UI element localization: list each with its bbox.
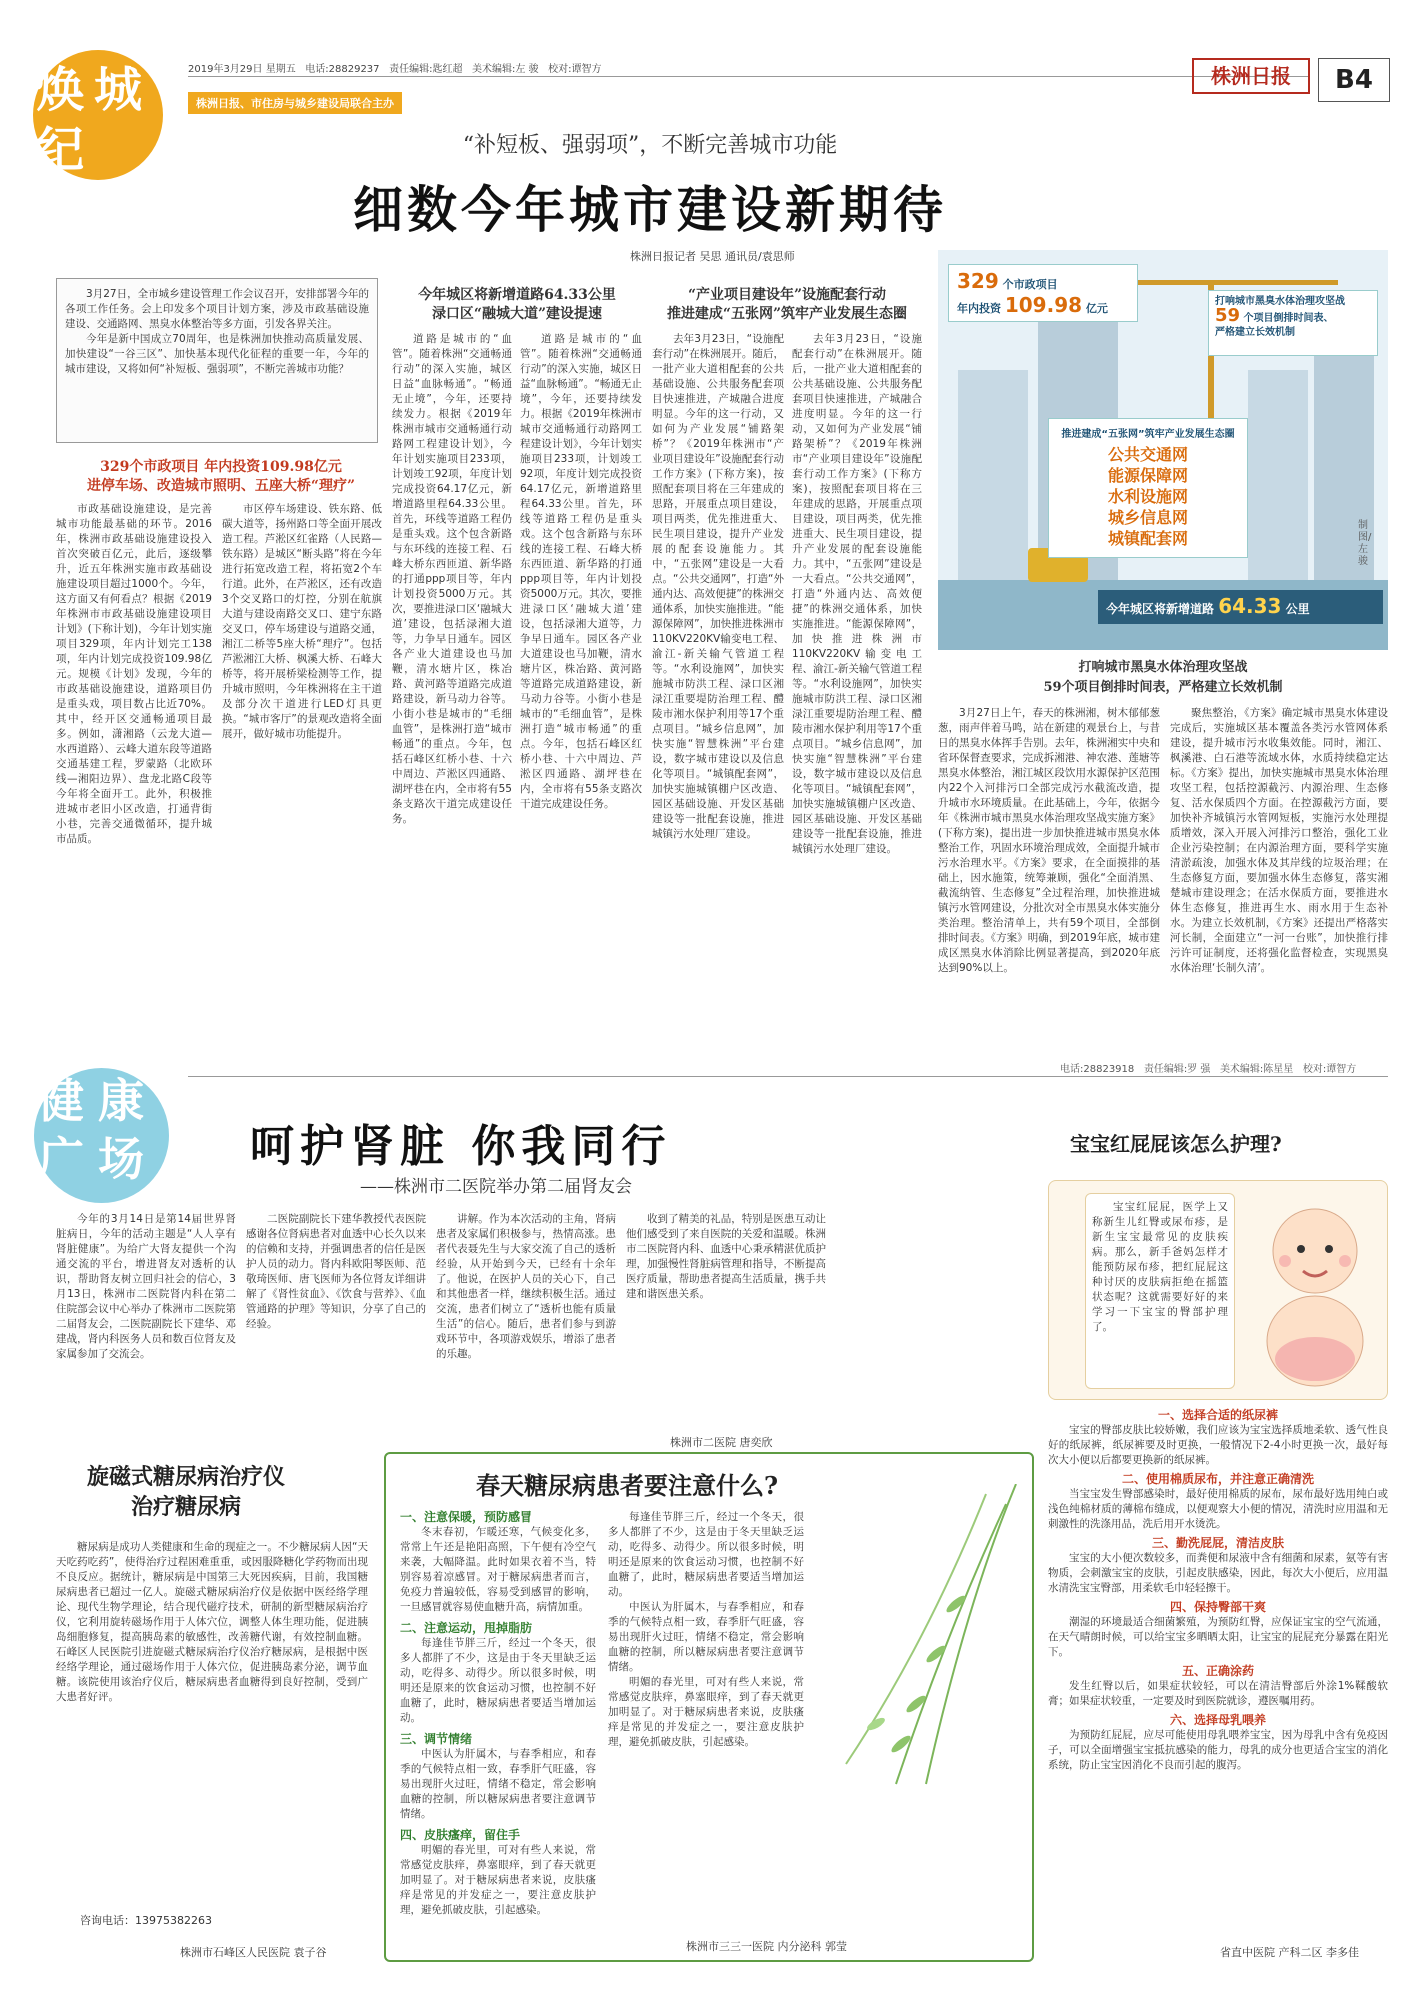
spring-col-2-text-3: 明媚的春光里，可对有些人来说，常常感觉皮肤痒，鼻塞眼痒，到了春天就更加明显了。对于糖尿病患者来说，皮肤瘙痒是常见的并发症之一，要注意皮肤护理，避免抓破皮肤，引起感染。 — [608, 1676, 804, 1748]
article-col-3 — [392, 332, 512, 1047]
intro-text: 3月27日，全市城乡建设管理工作会议召开，安排部署今年的各项工作任务。会上印发多个项目计划方案，涉及市政基础设施建设、交通路网、黑臭水体整治等多方面，引发各界关注。 — [65, 288, 369, 330]
header-proof: 校对:谭智方 — [548, 64, 602, 75]
baby-tip-4-head: 四、保持臀部干爽 — [1169, 1600, 1266, 1614]
info-card-329 — [948, 264, 1138, 322]
info-road-unit: 公里 — [1285, 602, 1310, 616]
article-col-2-text: 市区停车场建设、铁东路、低碳大道等，扬州路口等全面开展改造工程。芦淞区红雀路（人民路—铁东路）是城区“断头路”将在今年进行拓宽改造工程，将拓宽2个车行道。此外，在芦淞区，还有改造3个交叉路口的灯控，分别在航旗大道与建设南路交叉口、建宁东路交叉口，停车场建设与道路交通，湘江二桥等5座大桥“理疗”。包括芦淞湘江大桥、枫溪大桥、石峰大桥等，将开展桥梁检测等工作，提升城市照明，今年株洲将在主干道及部分次干道进行LED灯具更换。“城市客厅”的景观改造将全面展开，做好城市功能提升。 — [222, 503, 382, 740]
spring-item-1-head: 一、注意保暖，预防感冒 — [400, 1510, 533, 1524]
spring-box — [384, 1452, 1034, 1962]
section2-phone: 电话:28823918 — [1060, 1064, 1135, 1075]
spring-col-2-text-2: 中医认为肝属木，与春季相应，和春季的气候特点相一致，春季肝气旺盛，容易出现肝火过旺，情绪不稳定，常会影响血糖的控制，所以糖尿病患者要注意调节情绪。 — [608, 1601, 804, 1673]
intro-text-2: 今年是新中国成立70周年，也是株洲加快推动高质量发展、加快建设“一谷三区”、加快基本现代化征程的重要一年，今年的城市建设，又将如何“补短板、强弱项”，不断完善城市功能？ — [65, 333, 369, 375]
intro-box — [56, 278, 378, 443]
baby-tip-5-text: 发生红臀以后，如果症状较轻，可以在清洁臀部后外涂1%鞣酸软膏；如果症状较重，一定要及时到医院就诊，遵医嘱用药。 — [1048, 1680, 1388, 1707]
baby-intro-text: 宝宝红屁屁，医学上又称新生儿红臀或尿布疹，是新生宝宝最常见的皮肤疾病。那么，新手爸妈怎样才能预防尿布疹，把红屁屁这种讨厌的皮肤病拒绝在摇篮状态呢？这就需要好好的来学习一下宝宝的臀部护理了。 — [1092, 1201, 1228, 1333]
diab-text: 糖尿病是成功人类健康和生命的现症之一。不少糖尿病人因“天天吃药吃药”，使得治疗过程困难重重，或因服降糖化学药物而出现不良反应。据统计，糖尿病是中国第三大死因疾病，目前，我国糖尿病患者已超过一亿人。旋磁式糖尿病治疗仪是依据中医经络学理论、现代生物学理论，结合现代磁疗技术，研制的新型糖尿病治疗仪，它利用旋转磁场作用于人体穴位，调整人体生理功能，促进胰岛细胞修复，提高胰岛素的敏感性，改善糖代谢，有效控制血糖。石峰区人民医院引进旋磁式糖尿病治疗仪治疗糖尿病，是根据中医经络学理论，通过磁场作用于人体穴位，促进胰岛素分泌，调节血糖。该院使用该治疗仪后，糖尿病患者血糖得到良好控制，受到广大患者好评。 — [56, 1541, 368, 1703]
baby-sign: 省直中医院 产科二区 李多佳 — [1220, 1946, 1359, 1959]
subhead-roads-line1: 今年城区将新增道路64.33公里 — [418, 287, 616, 303]
kidney-subline: ——株洲市二医院举办第二届肾友会 — [360, 1177, 632, 1197]
kidney-headline: 呵护肾脏 你我同行 — [250, 1121, 672, 1172]
spring-item-2-head: 二、注意运动，甩掉脂肪 — [400, 1621, 533, 1635]
article-col-6-text: 聚焦整治，《方案》确定城市黑臭水体建设完成后，实施城区基本覆盖各类污水管网体系建设，提升城市污水收集效能。同时，湘江、枫溪港、白石港等流域水体，水质持续稳定达标。《方案》提出，加快实施城市黑臭水体治理攻坚工程，包括控源截污、内源治理、生态修复、活水保质四个方面。在控源截污方面，要加快补齐城镇污水管网短板，实施污水处理提质增效，深入开展入河排污口整治，强化工业企业污染控制；在内源治理方面，要科学实施清淤疏浚，加强水体及其岸线的垃圾治理；在生态修复方面，要加强水体生态修复，落实湘楚城市建设理念；在活水保质方面，要推进水体生态修复，推进再生水、雨水用于生态补水。为建立长效机制，《方案》还提出严格落实河长制，全面建立“一河一台账”，加快推行排污许可证制度，还将强化监督检查，实现黑臭水体治理‘长制久清’。 — [1170, 707, 1388, 974]
baby-tip-2-head: 二、使用棉质尿布，并注意正确清洗 — [1121, 1472, 1314, 1486]
spring-col-1 — [400, 1510, 596, 1950]
kidney-col-3 — [436, 1212, 616, 1452]
baby-illustration — [1245, 1191, 1385, 1396]
spring-title: 春天糖尿病患者要注意什么? — [476, 1471, 779, 1500]
subhead-roads — [392, 286, 642, 324]
spring-item-4-head: 四、皮肤瘙痒，留住手 — [400, 1828, 521, 1842]
article-col-1 — [56, 502, 212, 1047]
subhead-329 — [56, 458, 386, 496]
baby-intro-box — [1048, 1180, 1388, 1400]
baby-tip-5 — [1048, 1664, 1388, 1709]
baby-tip-6-head: 六、选择母乳喂养 — [1169, 1713, 1266, 1727]
health-title-char-4: 场 — [98, 1132, 144, 1186]
section-badge-health — [28, 1058, 178, 1208]
diab-title-2: 治疗糖尿病 — [130, 1494, 241, 1520]
subhead-industry-line1: “产业项目建设年”设施配套行动 — [687, 287, 887, 303]
caption-line1: 打响城市黑臭水体治理攻坚战 — [1078, 660, 1248, 675]
section-title-char-3: 纪 — [36, 122, 85, 178]
header-meta — [188, 60, 602, 75]
infographic-caption — [938, 658, 1388, 698]
baby-tip-3-text: 宝宝的大小便次数较多，而粪便和尿液中含有细菌和尿素，氨等有害物质，会刺激宝宝的皮肤，引起皮肤感染，因此，每次大小便后，应用温水清洗宝宝臀部，用柔软毛巾轻轻擦干。 — [1048, 1552, 1388, 1594]
kicker: “补短板、强弱项”，不断完善城市功能 — [462, 133, 838, 158]
section-title-char-1: 焕 — [36, 62, 85, 118]
info-nets-title: 推进建成“五张网”筑牢产业发展生态圈 — [1061, 429, 1235, 440]
kidney-col-2 — [246, 1212, 426, 1452]
section2-meta — [1060, 1060, 1356, 1075]
health-title-char-2: 康 — [98, 1074, 144, 1128]
baby-tips — [1048, 1408, 1388, 1938]
subhead-roads-line2: 渌口区“融城大道”建设提速 — [431, 306, 603, 322]
info-credit: 制图/左骏 — [1358, 520, 1372, 567]
article-col-4-text: 去年3月23日，“设施配套行动”在株洲展开。随后，一批产业大道相配套的公共基础设施、公共服务配套项目快速推进，产城融合进度明显。今年的这一行动，又如何为产业发展“铺路架桥”？《2019年株洲市“产业项目建设年”设施配套行动工作方案》(下称方案)，按照配套项目将在三年建成的思路，开展重点项目建设，项目两类，优先推进重大、民生项目建设，提升产业发展的配套设施能力。其中，“五张网”建设是一大看点。“公共交通网”，打造“外通内达、高效便捷”的株洲交通体系，加快实施推进。“能源保障网”，加快推进株洲市110KV220KV输变电工程、渝江-新关输气管道工程等。“水利设施网”，加快实施城市防洪工程、渌口区湘渌江重要堤防治理工程、醴陵市湘水保护利用等17个重点项目。“城乡信息网”，加快实施“智慧株洲”平台建设，数字城市建设以及信息化等项目。“城镇配套网”，加快实施城镇棚户区改造、园区基础设施、开发区基础建设等一批配套设施，推进城镇污水处理厂建设。 — [652, 333, 784, 840]
spring-sign: 株洲市三三一医院 内分泌科 郭莹 — [686, 1940, 847, 1953]
spring-item-3-head: 三、调节情绪 — [400, 1732, 473, 1746]
info-num-6433: 64.33 — [1218, 594, 1282, 618]
main-headline: 细数今年城市建设新期待 — [353, 180, 947, 239]
info-net-3: 水利设施网 — [1107, 487, 1188, 506]
diab-text-col — [56, 1540, 368, 1910]
section2-proof: 校对:谭智方 — [1302, 1064, 1357, 1075]
building-1 — [958, 370, 1028, 610]
article-col-5 — [938, 706, 1160, 1047]
kidney-col-4 — [626, 1212, 826, 1432]
baby-tip-4 — [1048, 1600, 1388, 1660]
baby-tip-1 — [1048, 1408, 1388, 1468]
section2-editor: 责任编辑:罗 强 — [1143, 1064, 1211, 1075]
info-num-109: 109.98 — [1004, 293, 1083, 317]
newspaper-logo: 株洲日报 — [1192, 58, 1310, 94]
kidney-col-1-text: 今年的3月14日是第14届世界肾脏病日，今年的活动主题是“人人享有肾脏健康”。为给广大肾友提供一个沟通交流的平台，增进肾友对透析的认识，帮助肾友树立回归社会的信心，3月13日，株洲市二医院肾内科在第二住院部会议中心举办了株洲市二医院第二届肾友会，二医院副院长下建华、邓建战，肾内科医务人员和数百位肾友及家属参加了交流会。 — [56, 1213, 236, 1360]
info-invest-pre: 年内投资 — [957, 302, 1001, 315]
info-net-4: 城乡信息网 — [1107, 508, 1188, 527]
baby-tip-4-text: 潮湿的环境最适合细菌繁殖，为预防红臀，应保证宝宝的空气流通，在天气晴朗时候，可以给宝宝多晒晒太阳，让宝宝的屁屁充分暴露在阳光下。 — [1048, 1616, 1388, 1658]
info-num-59: 59 — [1215, 305, 1241, 326]
subhead-329-line2: 进停车场、改造城市照明、五座大桥“理疗” — [86, 478, 356, 494]
info-net-2: 能源保障网 — [1107, 466, 1188, 485]
info-59-line3: 严格建立长效机制 — [1215, 327, 1295, 338]
diabetes-device-title — [56, 1462, 316, 1522]
section2-rule — [188, 1076, 1388, 1077]
article-col-3-text: 道路是城市的“血管”。随着株洲“交通畅通行动”的深入实施，城区日益“血脉畅通”。“畅通无止境”，今年，还要持续发力。根据《2019年株洲市城市交通畅通行动路网工程建设计划》，今年计划实施项目233项，计划竣工92项，年度计划完成投资64.17亿元，新增道路里程64.33公里。首先，环线等道路工程仍是重头戏。这个包含新路与东环线的连接工程、石峰大桥东西匝道、新华路的打通ppp项目等，年内计划投资5000万元。其次，要推进渌口区‘融城大道’建设，包括渌湘大道等，力争早日通车。园区各产业大道建设也马加鞭，清水塘片区，株冶路、黄河路等道路完成道路建设，新马动力谷等。小街小巷是城市的“毛细血管”，是株洲打造“城市畅通”的重点。今年，包括石峰区红桥小巷、十六中周边、芦淞区四通路、湖坪巷在内，全市将有55条支路次干道完成建设任务。 — [392, 333, 512, 825]
spring-item-4-text: 明媚的春光里，可对有些人来说，常常感觉皮肤痒，鼻塞眼痒，到了春天就更加明显了。对于糖尿病患者来说，皮肤瘙痒是常见的并发症之一，要注意皮肤护理，避免抓破皮肤，引起感染。 — [400, 1844, 596, 1916]
article-col-2 — [222, 502, 382, 1047]
header-editor: 责任编辑:匙红超 — [389, 64, 463, 75]
info-net-5: 城镇配套网 — [1107, 529, 1188, 548]
info-net-1: 公共交通网 — [1107, 445, 1188, 464]
info-road-strip — [1098, 590, 1383, 624]
info-59-line1: 打响城市黑臭水体治理攻坚战 — [1215, 296, 1345, 307]
info-card-five-nets — [1048, 418, 1248, 558]
health-title-char-3: 广 — [38, 1132, 84, 1186]
info-59-line2: 个项目倒排时间表、 — [1243, 313, 1334, 324]
building-4 — [1314, 340, 1374, 610]
page-code: B4 — [1318, 58, 1390, 102]
baby-tip-5-head: 五、正确涂药 — [1181, 1664, 1254, 1678]
section-badge-huancheng — [28, 38, 168, 188]
subhead-industry-line2: 推进建成“五张网”筑牢产业发展生态圈 — [666, 306, 908, 322]
info-card-59 — [1208, 290, 1378, 356]
info-road-pre: 今年城区将新增道路 — [1106, 602, 1215, 616]
building-3 — [1248, 370, 1308, 610]
kidney-col-1 — [56, 1212, 236, 1452]
baby-tip-2-text: 当宝宝发生臀部感染时，最好使用棉质的尿布，尿布最好选用纯白或浅色纯棉材质的薄棉布缝成，以便观察大小便的情况，清洗时应用温和无刺激性的洗涤用品，洗后用开水烫洗。 — [1048, 1488, 1388, 1530]
baby-tip-2 — [1048, 1472, 1388, 1532]
kidney-sign: 株洲市二医院 唐奕欣 — [670, 1436, 773, 1449]
article-col-6 — [1170, 706, 1388, 1047]
infographic — [938, 250, 1388, 650]
caption-line2: 59个项目倒排时间表，严格建立长效机制 — [1043, 680, 1283, 695]
spring-col-2 — [608, 1510, 804, 1950]
diab-sign: 株洲市石峰区人民医院 袁子谷 — [180, 1946, 327, 1959]
article-col-3b — [520, 332, 642, 1047]
health-title-char-1: 健 — [38, 1074, 84, 1128]
header-rule — [188, 76, 1308, 77]
section-title-char-2: 城 — [94, 62, 143, 118]
header-art-editor: 美术编辑:左 骏 — [472, 64, 539, 75]
diab-phone: 咨询电话：13975382263 — [80, 1914, 212, 1927]
article-col-3b-text: 道路是城市的“血管”。随着株洲“交通畅通行动”的深入实施，城区日益“血脉畅通”。“畅通无止境”，今年，还要持续发力。根据《2019年株洲市城市交通畅通行动路网工程建设计划》，今年计划实施项目233项，计划竣工92项，年度计划完成投资64.17亿元，新增道路里程64.33公里。首先，环线等道路工程仍是重头戏。这个包含新路与东环线的连接工程、石峰大桥东西匝道、新华路的打通ppp项目等，年内计划投资5000万元。其次，要推进渌口区‘融城大道’建设，包括渌湘大道等，力争早日通车。园区各产业大道建设也马加鞭，清水塘片区，株冶路、黄河路等道路完成道路建设，新马动力谷等。小街小巷是城市的“毛细血管”，是株洲打造“城市畅通”的重点。今年，包括石峰区红桥小巷、十六中周边、芦淞区四通路、湖坪巷在内，全市将有55条支路次干道完成建设任务。 — [520, 333, 642, 810]
info-unit-329: 个市政项目 — [1002, 278, 1058, 291]
spring-col-2-text-1: 每逢佳节胖三斤，经过一个冬天，很多人都胖了不少，这是由于冬天里缺乏运动，吃得多、动得少。所以很多时候，明明还是原来的饮食运动习惯，也控制不好血糖了，此时，糖尿病患者要适当增加运动。 — [608, 1511, 804, 1598]
spring-item-3-text: 中医认为肝属木，与春季相应，和春季的气候特点相一致，春季肝气旺盛，容易出现肝火过旺，情绪不稳定，常会影响血糖的控制，所以糖尿病患者要注意调节情绪。 — [400, 1748, 596, 1820]
header-date: 2019年3月29日 星期五 — [188, 64, 296, 75]
baby-tip-6-text: 为预防红屁屁，应尽可能使用母乳喂养宝宝，因为母乳中含有免疫因子，可以全面增强宝宝抵抗感染的能力，母乳的成分也更适合宝宝的消化系统，防止宝宝因消化不良而引起的腹泻。 — [1048, 1729, 1388, 1771]
spring-item-2-text: 每逢佳节胖三斤，经过一个冬天，很多人都胖了不少，这是由于冬天里缺乏运动，吃得多、动得少。所以很多时候，明明还是原来的饮食运动习惯，也控制不好血糖了，此时，糖尿病患者要适当增加运动。 — [400, 1637, 596, 1724]
baby-tip-1-head: 一、选择合适的纸尿裤 — [1157, 1408, 1278, 1422]
baby-tip-1-text: 宝宝的臀部皮肤比较娇嫩，我们应该为宝宝选择质地柔软、透气性良好的纸尿裤，纸尿裤要及时更换，一般情况下2-4小时更换一次，最好每次大小便以后都要更换新的纸尿裤。 — [1048, 1424, 1388, 1466]
baby-tip-3 — [1048, 1536, 1388, 1596]
header-phone: 电话:28829237 — [305, 64, 380, 75]
kidney-col-4-text: 收到了精美的礼品，特别是医患互动让他们感受到了来自医院的关爱和温暖。株洲市二医院肾内科、血透中心秉承精湛优质护理，加强慢性肾脏病管理和指导，不断提高医疗质量，帮助患者提高生活质量，携手共建和谐医患关系。 — [626, 1213, 826, 1300]
baby-tip-6 — [1048, 1713, 1388, 1773]
willow-decoration — [806, 1484, 1026, 1804]
article-col-1-text: 市政基础设施建设，是完善城市功能最基础的环节。2016年，株洲市政基础设施建设投入首次突破百亿元，此后，逐级攀升，近五年株洲实施市政基础设施建设项目超过1000个。今年，这方面又有何看点？根据《2019年株洲市市政基础设施建设项目计划》(下称计划)，今年计划实施项目329项，年内计划完工138项，年内计划完成投资109.98亿元。规模《计划》发现，今年的市政基础设施建设，道路项目仍是重头戏，项目数占比近70%。其中，经开区交通畅通项目最多。例如，潇湘路（云龙大道—水西道路）、云峰大道东段等道路交通基建工程，罗蒙路（北欧环线—湘阳边界）、盘龙北路C段等今年将全面开工。此外，积极推进城市老旧小区改造，打通背街小巷，完善交通微循环，提升城市品质。 — [56, 503, 212, 845]
baby-title: 宝宝红屁屁该怎么护理? — [1070, 1132, 1282, 1156]
article-col-5-text: 3月27日上午，春天的株洲湘，树木郁郁葱葱，雨声伴着马鸣，站在新建的观景台上，与昔日的黑臭水体挥手告别。去年，株洲湘实中央和省环保督查要求，完成拆湘港、神农港、莲塘等黑臭水体整治，湘江城区段饮用水源保护区范围内22个入河排污口全部完成污水截流改造，提升城市水环境质量。在此基础上，今年，依据今年《株洲市城市黑臭水体治理攻坚战实施方案》(下称方案)，提出进一步加快推进城市黑臭水体整治工作，巩固水环境治理成效，全面提升城市污水治理水平。《方案》要求，在全面摸排的基础上，因水施策，统筹兼顾，强化“全面消黑、截流纳管、生态修复”全过程治理，加快推进城镇污水管网建设，分批次对全市黑臭水体实施分类治理。整治清单上，共有59个项目，全部倒排时间表。《方案》明确，到2019年底，城市建成区黑臭水体消除比例显著提高，到2020年底达到90%以上。 — [938, 707, 1160, 974]
kidney-col-2-text: 二医院副院长下建华教授代表医院感谢各位肾病患者对血透中心长久以来的信赖和支持，并强调患者的信任是医护人员的动力。肾内科欧阳琴医师、范敬琦医师、唐飞医师为各位肾友详细讲解了《肾性贫血》、《饮食与营养》、《血管通路的护理》等知识，分享了自己的经验。 — [246, 1213, 426, 1330]
subhead-329-line1: 329个市政项目 年内投资109.98亿元 — [100, 459, 342, 475]
section2-art: 美术编辑:陈星星 — [1219, 1064, 1294, 1075]
diab-title-1: 旋磁式糖尿病治疗仪 — [86, 1464, 285, 1490]
byline: 株洲日报记者 吴思 通讯员/袁思师 — [630, 250, 795, 263]
crane-jib — [1138, 280, 1338, 285]
header-banner: 株洲日报、市住房与城乡建设局联合主办 — [188, 92, 402, 114]
article-col-4b-text: 去年3月23日，“设施配套行动”在株洲展开。随后，一批产业大道相配套的公共基础设施、公共服务配套项目快速推进，产城融合进度明显。今年的这一行动，又如何为产业发展“铺路架桥”？《2019年株洲市“产业项目建设年”设施配套行动工作方案》(下称方案)，按照配套项目将在三年建成的思路，开展重点项目建设，项目两类，优先推进重大、民生项目建设，提升产业发展的配套设施能力。其中，“五张网”建设是一大看点。“公共交通网”，打造“外通内达、高效便捷”的株洲交通体系，加快实施推进。“能源保障网”，加快推进株洲市110KV220KV输变电工程、渝江-新关输气管道工程等。“水利设施网”，加快实施城市防洪工程、渌口区湘渌江重要堤防治理工程、醴陵市湘水保护利用等17个重点项目。“城乡信息网”，加快实施“智慧株洲”平台建设，数字城市建设以及信息化等项目。“城镇配套网”，加快实施城镇棚户区改造、园区基础设施、开发区基础建设等一批配套设施，推进城镇污水处理厂建设。 — [792, 333, 922, 855]
spring-item-1-text: 冬末春初，乍暖还寒，气候变化多，常常上午还是艳阳高照，下午便有冷空气来袭，大幅降温。此时如果衣着不当，特别容易着凉感冒。对于糖尿病患者而言，免疫力普遍较低，容易受到感冒的影响，一旦感冒就容易使血糖升高，病情加重。 — [400, 1526, 596, 1613]
subhead-industry — [652, 286, 922, 324]
info-num-329: 329 — [957, 269, 999, 293]
article-col-4 — [652, 332, 784, 1047]
baby-tip-3-head: 三、勤洗屁屁，清洁皮肤 — [1151, 1536, 1284, 1550]
kidney-col-3-text: 讲解。作为本次活动的主角，肾病患者及家属们积极参与，热情高涨。患者代表聂先生与大家交流了自己的透析经验，从开始到今天，已经有十余年了。他说，在医护人员的关心下，自己和其他患者一样，继续积极生活。通过交流，患者们树立了“透析也能有质量生活”的信心。随后，患者们参与到游戏环节中，各项游戏娱乐，增添了患者的乐趣。 — [436, 1213, 616, 1360]
article-col-4b — [792, 332, 922, 1047]
baby-intro — [1085, 1193, 1235, 1389]
info-unit-yi: 亿元 — [1085, 302, 1108, 315]
